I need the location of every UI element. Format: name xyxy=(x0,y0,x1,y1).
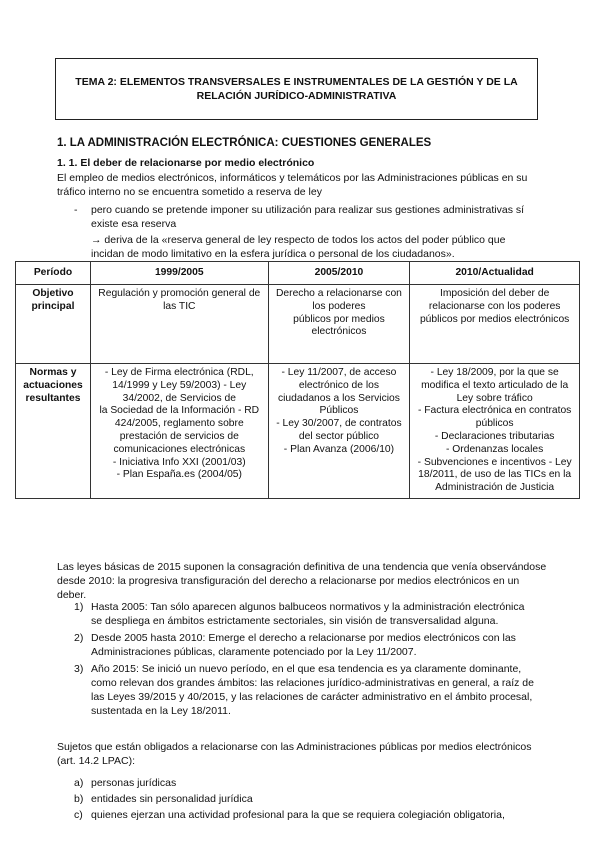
alpha-list xyxy=(57,776,547,824)
ordered-list xyxy=(57,600,537,721)
table-row xyxy=(16,364,580,499)
table-header-cell: Período xyxy=(16,262,91,285)
title-box xyxy=(55,58,538,120)
list-letter: b) xyxy=(74,793,84,805)
list-item xyxy=(57,808,547,822)
periods-table xyxy=(15,261,580,499)
list-item xyxy=(57,662,537,718)
table-header-cell: 2010/Actualidad xyxy=(410,262,580,285)
list-number: 1) xyxy=(74,601,84,613)
dash-list-item xyxy=(74,203,544,231)
row-label: Objetivo principal xyxy=(16,285,91,364)
dash-marker: - xyxy=(74,204,78,216)
list-item xyxy=(57,600,537,628)
table-header-row xyxy=(16,262,580,285)
row-label: Normas y actuaciones resultantes xyxy=(16,364,91,499)
list-item-text: Hasta 2005: Tan sólo aparecen algunos balbuceos normativos y la administración electrónica se despliega en ámbitos estrictamente sectoriales, sin visión de transversalidad alguna. xyxy=(91,601,525,627)
table-header-cell: 2005/2010 xyxy=(268,262,410,285)
table-cell: Imposición del deber de relacionarse con los poderes públicos por medios electrónicos xyxy=(410,285,580,364)
table-row xyxy=(16,285,580,364)
list-item xyxy=(57,792,547,806)
arrow-paragraph: → deriva de la «reserva general de ley respecto de todos los actos del poder público que incidan de modo limitativo en la esfera jurídica o personal de los ciudadanos». xyxy=(91,234,506,260)
list-item-text: Desde 2005 hasta 2010: Emerge el derecho a relacionarse por medios electrónicos con las Administraciones públicas, claramente potenciado por la Ley 11/2007. xyxy=(91,632,516,658)
list-item-text: quienes ejerzan una actividad profesional para la que se requiera colegiación obligatoria, xyxy=(91,809,505,821)
list-item xyxy=(57,631,537,659)
list-item-text: Año 2015: Se inició un nuevo período, en el que esa tendencia es ya claramente dominante, como relevan dos grandes ámbitos: las relaciones jurídico-administrativas en general, a raíz de las Leyes 39/2015 y 40/2015, y las relaciones de carácter administrativo en el ámbito procesal, sustentada en la Ley 18/2011. xyxy=(91,663,534,717)
list-letter: a) xyxy=(74,777,84,789)
table-header-cell: 1999/2005 xyxy=(90,262,268,285)
list-number: 3) xyxy=(74,663,84,675)
list-item-text: entidades sin personalidad jurídica xyxy=(91,793,253,805)
list-number: 2) xyxy=(74,632,84,644)
list-item-text: personas jurídicas xyxy=(91,777,177,789)
table-cell: Regulación y promoción general de las TIC xyxy=(90,285,268,364)
table-cell: - Ley 18/2009, por la que se modifica el texto articulado de la Ley sobre tráfico - Factura electrónica en contratos públicos - Declaraciones tributarias - Ordenanzas locales - Subvenciones e incentivos - Ley 18/2011, de uso de las TICs en la Administración de Justicia xyxy=(410,364,580,499)
subsection-heading: 1. 1. El deber de relacionarse por medio electrónico xyxy=(57,157,315,169)
list-letter: c) xyxy=(74,809,83,821)
paragraph: Sujetos que están obligados a relacionarse con las Administraciones públicas por medios electrónicos (art. 14.2 LPAC): xyxy=(57,741,532,767)
section-heading: 1. LA ADMINISTRACIÓN ELECTRÓNICA: CUESTIONES GENERALES xyxy=(57,137,432,149)
document-title: TEMA 2: ELEMENTOS TRANSVERSALES E INSTRUMENTALES DE LA GESTIÓN Y DE LA RELACIÓN JURÍDICO-ADMINISTRATIVA xyxy=(75,76,518,102)
intro-paragraph: El empleo de medios electrónicos, informáticos y telemáticos por las Administraciones públicas en su tráfico interno no se encuentra sometido a reserva de ley xyxy=(57,172,528,198)
table-cell: - Ley de Firma electrónica (RDL, 14/1999 y Ley 59/2003) - Ley 34/2002, de Servicios de la Sociedad de la Información - RD 424/2005, reglamento sobre prestación de servicios de comunicaciones electrónicas - Iniciativa Info XXI (2001/03) - Plan España.es (2004/05) xyxy=(90,364,268,499)
paragraph: Las leyes básicas de 2015 suponen la consagración definitiva de una tendencia que venía observándose desde 2010: la progresiva transfiguración del derecho a relacionarse por medios electrónicos en un deber. xyxy=(57,561,547,601)
dash-item-text: pero cuando se pretende imponer su utilización para realizar sus gestiones administrativas sí existe esa reserva xyxy=(91,204,525,230)
table-cell: - Ley 11/2007, de acceso electrónico de los ciudadanos a los Servicios Públicos - Ley 30/2007, de contratos del sector público - Plan Avanza (2006/10) xyxy=(268,364,410,499)
table-cell: Derecho a relacionarse con los poderes públicos por medios electrónicos xyxy=(268,285,410,364)
list-item xyxy=(57,776,547,790)
